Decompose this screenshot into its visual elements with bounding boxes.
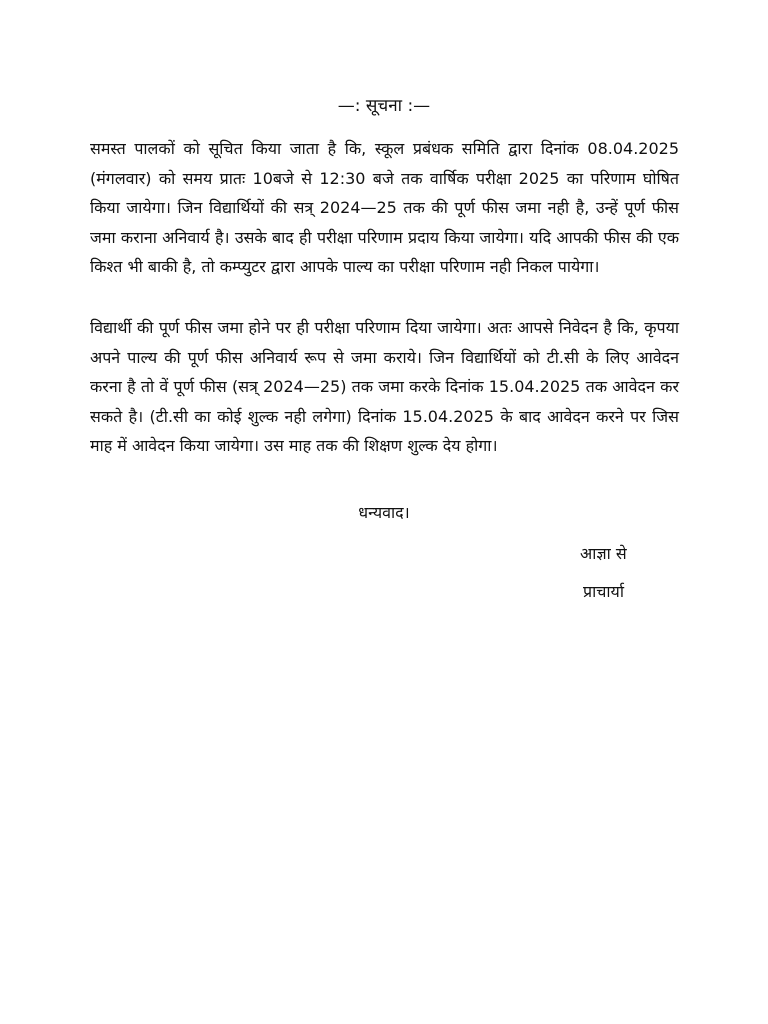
notice-heading: —: सूचना :— (337, 96, 431, 116)
notice-paragraph-2: विद्यार्थी की पूर्ण फीस जमा होने पर ही परीक्षा परिणाम दिया जायेगा। अतः आपसे निवेदन है कि, कृपया अपने पाल्य की पूर्ण फीस अनिवार्य रूप से जमा कराये। जिन विद्यार्थियों को टी.सी के लिए आवेदन करना है तो वें पूर्ण फीस (सत्र् 2024—25) तक जमा करके दिनांक 15.04.2025 तक आवेदन कर सकते है। (टी.सी का कोई शुल्क नही लगेगा) दिनांक 15.04.2025 के बाद आवेदन करने पर जिस माह में आवेदन किया जायेगा। उस माह तक की शिक्षण शुल्क देय होगा। (90, 318, 679, 456)
notice-paragraph-1: समस्त पालकों को सूचित किया जाता है कि, स्कूल प्रबंधक समिति द्वारा दिनांक 08.04.2025 (मंगलवार) को समय प्रातः 10बजे से 12:30 बजे तक वार्षिक परीक्षा 2025 का परिणाम घोषित किया जायेगा। जिन विद्यार्थियों की सत्र् 2024—25 तक की पूर्ण फीस जमा नही है, उन्हें पूर्ण फीस जमा कराना अनिवार्य है। उसके बाद ही परीक्षा परिणाम प्रदाय किया जायेगा। यदि आपकी फीस की एक किश्त भी बाकी है, तो कम्प्युटर द्वारा आपके पाल्य का परीक्षा परिणाम नही निकल पायेगा। (90, 139, 679, 277)
by-order-text: आज्ञा से (580, 544, 627, 563)
signatory-text: प्राचार्या (583, 582, 624, 601)
thanks-text: धन्यवाद। (358, 503, 410, 522)
